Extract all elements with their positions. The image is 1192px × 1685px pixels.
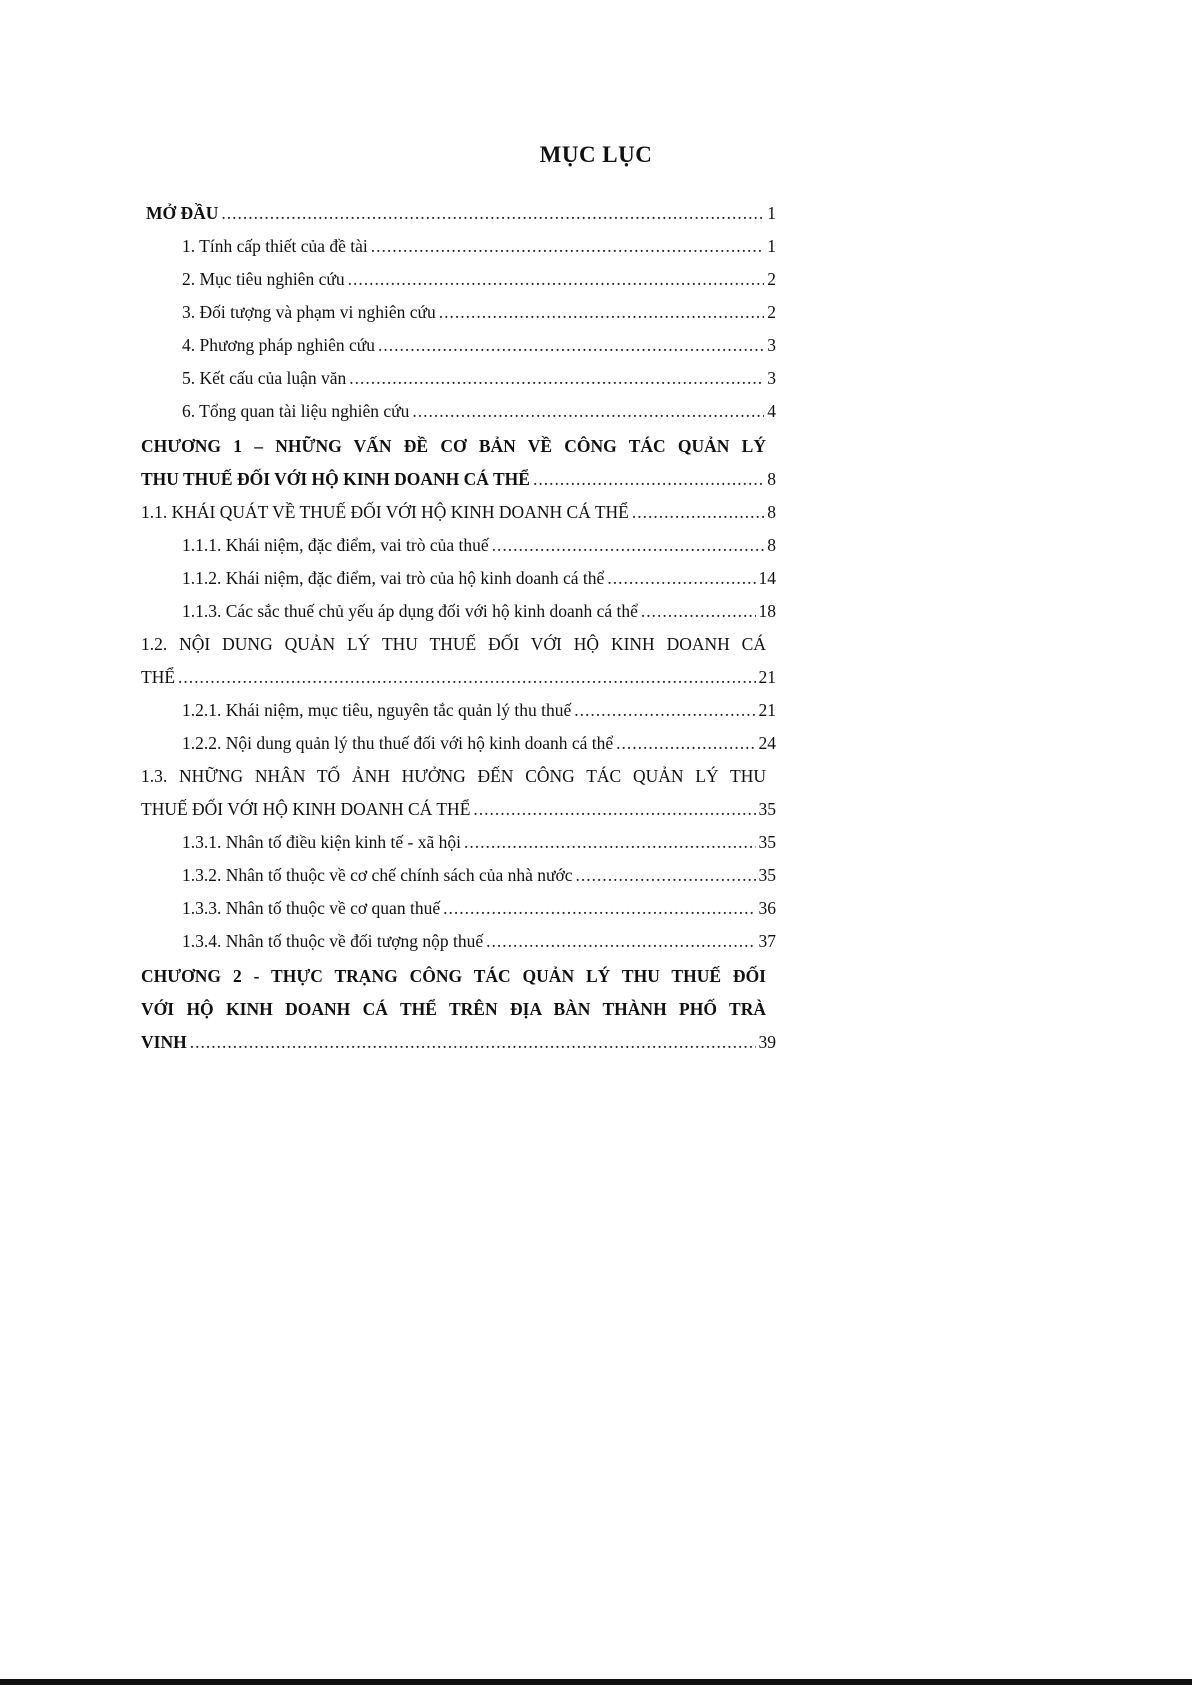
toc-entry-page: 35 — [758, 865, 776, 885]
toc-entry-1[interactable] — [182, 234, 776, 258]
toc-entry-text: 1. Tính cấp thiết của đề tài — [182, 236, 368, 256]
toc-entry-text: THỂ — [141, 667, 176, 687]
dot-leader — [349, 366, 764, 390]
dot-leader — [616, 731, 755, 755]
toc-entry-page: 8 — [767, 535, 776, 555]
dot-leader — [576, 863, 756, 887]
toc-entry-1-3-3[interactable] — [182, 896, 776, 920]
toc-entry-text: THU THUẾ ĐỐI VỚI HỘ KINH DOANH CÁ THỂ — [141, 469, 530, 489]
toc-section-1-3-line1[interactable]: 1.3. NHỮNG NHÂN TỐ ẢNH HƯỞNG ĐẾN CÔNG TÁC QUẢN LÝ THU — [141, 766, 766, 786]
toc-chapter-1-line1[interactable]: CHƯƠNG 1 – NHỮNG VẤN ĐỀ CƠ BẢN VỀ CÔNG TÁC QUẢN LÝ — [141, 436, 766, 456]
toc-entry-page: 21 — [758, 700, 776, 720]
toc-section-1-2-line1[interactable]: 1.2. NỘI DUNG QUẢN LÝ THU THUẾ ĐỐI VỚI HỘ KINH DOANH CÁ — [141, 634, 766, 654]
toc-entry-1-1-3[interactable] — [182, 599, 776, 623]
toc-entry-5[interactable] — [182, 366, 776, 390]
toc-entry-2[interactable] — [182, 267, 776, 291]
toc-entry-text: 1.3.1. Nhân tố điều kiện kinh tế - xã hội — [182, 832, 461, 852]
toc-entry-page: 37 — [758, 931, 776, 951]
toc-entry-text: 3. Đối tượng và phạm vi nghiên cứu — [182, 302, 436, 322]
toc-entry-page: 8 — [767, 469, 776, 489]
dot-leader — [632, 500, 764, 524]
toc-entry-page: 2 — [767, 269, 776, 289]
toc-entry-page: 2 — [767, 302, 776, 322]
toc-chapter-2-line1[interactable]: CHƯƠNG 2 - THỰC TRẠNG CÔNG TÁC QUẢN LÝ THU THUẾ ĐỐI — [141, 966, 766, 986]
dot-leader — [371, 234, 764, 258]
toc-entry-4[interactable] — [182, 333, 776, 357]
toc-entry-page: 35 — [758, 832, 776, 852]
toc-entry-text: 1.1.3. Các sắc thuế chủ yếu áp dụng đối với hộ kinh doanh cá thể — [182, 601, 638, 621]
dot-leader — [574, 698, 755, 722]
dot-leader — [473, 797, 755, 821]
toc-entry-1-3-1[interactable] — [182, 830, 776, 854]
toc-entry-page: 14 — [758, 568, 776, 588]
toc-entry-text: 1.3.3. Nhân tố thuộc về cơ quan thuế — [182, 898, 441, 918]
dot-leader — [464, 830, 756, 854]
toc-entry-page: 1 — [767, 203, 776, 223]
toc-entry-page: 18 — [758, 601, 776, 621]
toc-entry-1-1-1[interactable] — [182, 533, 776, 557]
toc-entry-page: 8 — [767, 502, 776, 522]
toc-entry-page: 24 — [758, 733, 776, 753]
dot-leader — [221, 201, 764, 225]
toc-entry-text: 1.1.1. Khái niệm, đặc điểm, vai trò của thuế — [182, 535, 489, 555]
dot-leader — [190, 1030, 756, 1054]
dot-leader — [439, 300, 765, 324]
toc-entry-3[interactable] — [182, 300, 776, 324]
toc-entry-text: MỞ ĐẦU — [146, 203, 219, 223]
toc-entry-chapter-2[interactable] — [141, 1030, 776, 1054]
toc-entry-1-1[interactable] — [141, 500, 776, 524]
dot-leader — [378, 333, 764, 357]
toc-entry-1-1-2[interactable] — [182, 566, 776, 590]
toc-entry-text: 1.3.2. Nhân tố thuộc về cơ chế chính sách của nhà nước — [182, 865, 573, 885]
toc-entry-1-2[interactable] — [141, 665, 776, 689]
toc-entry-text: 1.2.1. Khái niệm, mục tiêu, nguyên tắc quản lý thu thuế — [182, 700, 572, 720]
toc-entry-page: 35 — [758, 799, 776, 819]
toc-chapter-2-line2[interactable]: VỚI HỘ KINH DOANH CÁ THỂ TRÊN ĐỊA BÀN THÀNH PHỐ TRÀ — [141, 999, 766, 1019]
toc-entry-mo-dau[interactable] — [146, 201, 776, 225]
dot-leader — [412, 399, 764, 423]
toc-entry-text: 5. Kết cấu của luận văn — [182, 368, 347, 388]
toc-entry-text: 1.2.2. Nội dung quản lý thu thuế đối với hộ kinh doanh cá thể — [182, 733, 614, 753]
toc-entry-6[interactable] — [182, 399, 776, 423]
toc-entry-page: 36 — [758, 898, 776, 918]
toc-entry-page: 3 — [767, 368, 776, 388]
dot-leader — [178, 665, 755, 689]
toc-entry-text: 2. Mục tiêu nghiên cứu — [182, 269, 345, 289]
toc-entry-text: 4. Phương pháp nghiên cứu — [182, 335, 375, 355]
toc-entry-page: 3 — [767, 335, 776, 355]
toc-entry-text: 6. Tổng quan tài liệu nghiên cứu — [182, 401, 410, 421]
toc-entry-page: 39 — [758, 1032, 776, 1052]
dot-leader — [641, 599, 756, 623]
toc-entry-1-2-1[interactable] — [182, 698, 776, 722]
toc-entry-text: 1.3.4. Nhân tố thuộc về đối tượng nộp thuế — [182, 931, 484, 951]
dot-leader — [486, 929, 755, 953]
dot-leader — [607, 566, 755, 590]
dot-leader — [533, 467, 764, 491]
toc-entry-text: 1.1. KHÁI QUÁT VỀ THUẾ ĐỐI VỚI HỘ KINH DOANH CÁ THỂ — [141, 502, 629, 522]
bottom-border — [0, 1679, 1192, 1685]
dot-leader — [348, 267, 765, 291]
toc-entry-chapter-1[interactable] — [141, 467, 776, 491]
toc-entry-1-2-2[interactable] — [182, 731, 776, 755]
toc-entry-text: VINH — [141, 1032, 187, 1052]
toc-entry-1-3-2[interactable] — [182, 863, 776, 887]
page-title: MỤC LỤC — [539, 142, 653, 167]
toc-entry-page: 21 — [758, 667, 776, 687]
toc-entry-1-3[interactable] — [141, 797, 776, 821]
toc-entry-text: 1.1.2. Khái niệm, đặc điểm, vai trò của hộ kinh doanh cá thể — [182, 568, 605, 588]
toc-entry-page: 4 — [767, 401, 776, 421]
dot-leader — [443, 896, 755, 920]
toc-entry-text: THUẾ ĐỐI VỚI HỘ KINH DOANH CÁ THỂ — [141, 799, 471, 819]
toc-entry-page: 1 — [767, 236, 776, 256]
dot-leader — [492, 533, 765, 557]
toc-entry-1-3-4[interactable] — [182, 929, 776, 953]
